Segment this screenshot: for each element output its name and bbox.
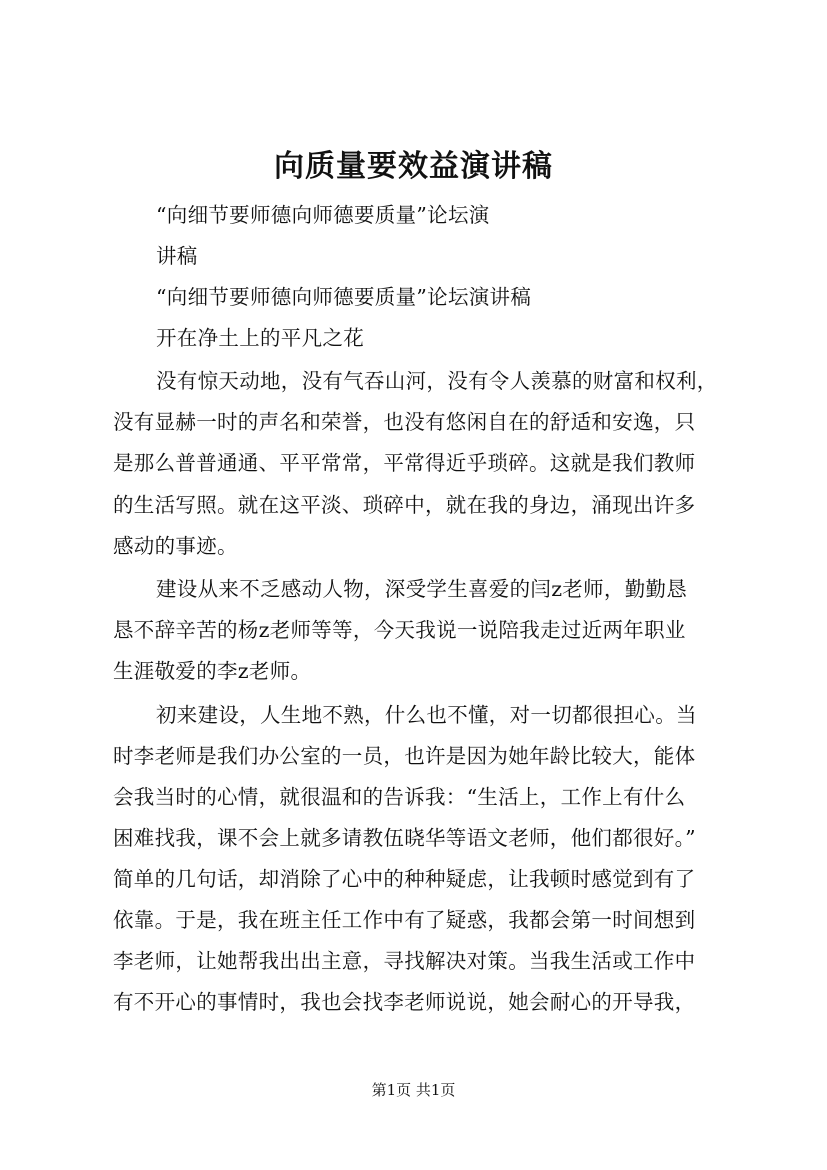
text-line: 李老师，让她帮我出出主意，寻找解决对策。当我生活或工作中 [113, 949, 696, 973]
text-line: 的生活写照。就在这平淡、琐碎中，就在我的身边，涌现出许多 [113, 493, 696, 517]
text-line: 是那么普普通通、平平常常，平常得近乎琐碎。这就是我们教师 [113, 451, 696, 475]
text-line: 开在净土上的平凡之花 [156, 326, 364, 350]
text-line: 初来建设，人生地不熟，什么也不懂，对一切都很担心。当 [156, 703, 697, 727]
text-line: 简单的几句话，却消除了心中的种种疑虑，让我顿时感觉到有了 [113, 867, 696, 891]
text-line: 感动的事迹。 [113, 534, 238, 558]
text-line: 没有显赫一时的声名和荣誉，也没有悠闲自在的舒适和安逸，只 [113, 410, 696, 434]
text-line: 依靠。于是，我在班主任工作中有了疑惑，我都会第一时间想到 [113, 908, 696, 932]
text-line: 生涯敬爱的李z老师。 [113, 659, 312, 683]
text-line: 没有惊天动地，没有气吞山河，没有令人羡慕的财富和权利， [156, 369, 718, 393]
document-title: 向质量要效益演讲稿 [274, 149, 553, 184]
text-line: “向细节要师德向师德要质量”论坛演 [156, 203, 490, 227]
text-line: 有不开心的事情时，我也会找李老师说说，她会耐心的开导我， [113, 990, 696, 1014]
page-number: 第1页 共1页 [371, 1081, 456, 1099]
text-line: 会我当时的心情，就很温和的告诉我：“生活上，工作上有什么 [113, 785, 686, 809]
text-line: 困难找我，课不会上就多请教伍晓华等语文老师，他们都很好。” [113, 826, 696, 850]
text-line: 建设从来不乏感动人物，深受学生喜爱的闫z老师，勤勤恳 [156, 577, 688, 601]
text-line: 时李老师是我们办公室的一员，也许是因为她年龄比较大，能体 [113, 744, 696, 768]
text-line: “向细节要师德向师德要质量”论坛演讲稿 [156, 285, 532, 309]
text-line: 讲稿 [156, 244, 198, 268]
text-line: 恳不辞辛苦的杨z老师等等，今天我说一说陪我走过近两年职业 [113, 618, 686, 642]
